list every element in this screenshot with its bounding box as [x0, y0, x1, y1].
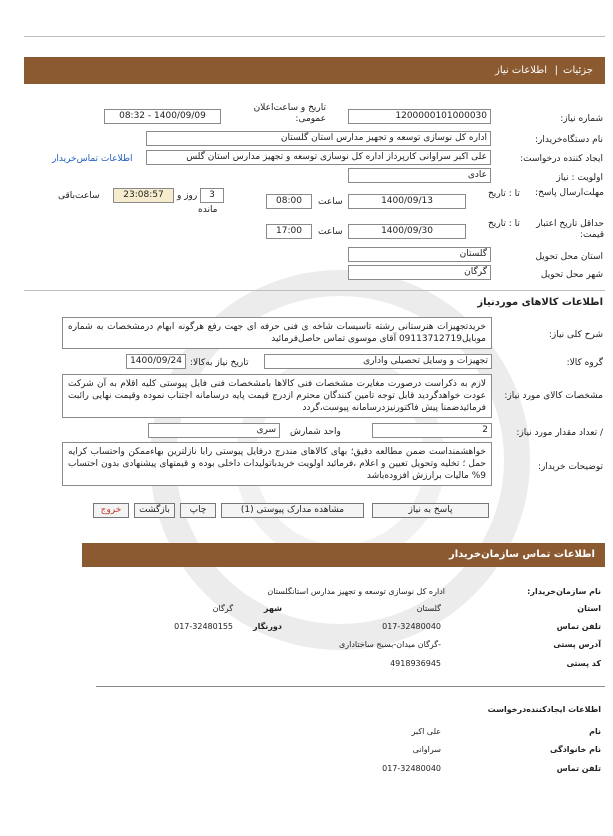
last-name-label: نام خانوادگی: [549, 745, 601, 754]
remaining-label: مانده: [198, 205, 218, 215]
creator-field: علی اکبر سراوانی کارپرداز اداره کل نوسازی توسعه و تجهیز مدارس استان گلس: [146, 150, 491, 165]
contact-divider: [96, 686, 605, 687]
address-label: آدرس پستی: [553, 640, 601, 649]
form-divider: [24, 290, 605, 291]
goods-spec-label: مشخصات کالای مورد نیاز:: [504, 391, 603, 401]
back-button[interactable]: بازگشت: [134, 503, 175, 518]
deadline-date-field: 1400/09/13: [348, 194, 466, 209]
priority-field: عادی: [348, 168, 491, 183]
creator-phone-value: 017-32480040: [382, 764, 441, 773]
city-value: گرگان: [212, 604, 233, 613]
deadline-label: مهلت‌ارسال پاسخ:: [535, 188, 604, 198]
postal-code-label: کد پستی: [566, 659, 601, 668]
need-summary-label: شرح کلی نیاز:: [548, 330, 603, 340]
validity-label: حداقل تاریخ اعتبار قیمت:: [536, 219, 604, 240]
buyer-notes-label: توضیحات خریدار:: [537, 462, 603, 472]
postal-code-value: 4918936945: [390, 659, 441, 668]
address-value: -گرگان میدان-بسیج ساختاداری: [339, 640, 441, 649]
fax-value: 017-32480155: [174, 622, 233, 631]
page-header: [24, 57, 605, 84]
need-number-field: 1200000101000030: [348, 109, 491, 124]
phone-value: 017-32480040: [382, 622, 441, 631]
priority-label: اولویت : نیاز: [556, 173, 603, 183]
creator-label: ایجاد کننده درخواست:: [520, 154, 603, 164]
remaining-time: 23:08:57: [113, 188, 174, 203]
first-name-value: علی اکبر: [411, 727, 441, 736]
announce-field: 1400/09/09 - 08:32: [104, 109, 221, 124]
province-value: گلستان: [416, 604, 441, 613]
last-name-value: سراوانی: [412, 745, 441, 754]
breadcrumb-details[interactable]: جزئیات: [563, 65, 593, 76]
need-date-label: تاریخ نیاز به‌کالا:: [190, 358, 249, 368]
exit-button[interactable]: خروج: [93, 503, 129, 518]
breadcrumb-need-info[interactable]: اطلاعات نیاز: [495, 65, 547, 76]
deadline-time-field: 08:00: [266, 194, 312, 209]
buyer-notes-field: خواهشمنداست ضمن مطالعه دقیق؛ بهای کالاهای مندرج درفایل پیوستی رابا نازلترین بهاءممکن واحتساب کرایه حمل ؛ تخلیه وتحویل تعیین و اعلام ،فرمائید اولویت خریدباتولیدات داخلی بوده و قیمتهای پیشنهادی بدون احتساب 9% مالیات برارزش افزوده‌باشد: [62, 442, 492, 486]
days-remaining-field: 3: [200, 188, 224, 203]
print-button[interactable]: چاپ: [180, 503, 216, 518]
unit-field: سری: [148, 423, 280, 438]
breadcrumb-separator: |: [554, 65, 558, 76]
creator-phone-label: تلفن تماس: [556, 764, 601, 773]
city-label: شهر: [263, 604, 282, 613]
remaining-label-prefix: ساعت‌باقی: [58, 191, 100, 201]
buyer-org-label: نام دستگاه‌خریدار:: [534, 135, 603, 145]
need-number-label: شماره نیاز:: [560, 114, 603, 124]
quantity-label: / تعداد مقدار مورد نیاز:: [516, 428, 603, 438]
need-summary-field: خریدتجهیزات هنرستانی رشته تاسیسات شاخه ی فنی حرفه ای جهت رفع هرگونه ابهام درمشخصات به شماره موبایل09113712719 آقای موسوی تماس حاصل‌فرمائید: [62, 317, 492, 349]
delivery-province-field: گلستان: [348, 247, 491, 262]
goods-section-title: اطلاعات کالاهای موردنیاز: [477, 297, 603, 308]
validity-time-field: 17:00: [266, 224, 312, 239]
view-attachments-button[interactable]: مشاهده مدارک پیوستی (1): [221, 503, 364, 518]
unit-label: واحد شمارش: [290, 427, 341, 437]
goods-group-label: گروه کالا:: [566, 358, 603, 368]
province-label: استان: [577, 604, 601, 613]
contact-band: [82, 543, 605, 567]
delivery-province-label: استان محل تحویل: [535, 252, 603, 262]
announce-label: تاریخ و ساعت‌اعلان عمومی:: [253, 103, 326, 124]
org-name-value: اداره کل نوسازی توسعه و تجهیز مدارس استانگلستان: [267, 587, 445, 596]
creator-info-title: اطلاعات ایجادکننده‌درخواست: [487, 705, 601, 714]
validity-until-label: تا : تاریخ: [488, 219, 520, 229]
day-and-label: روز و: [177, 191, 198, 201]
buyer-contact-link[interactable]: اطلاعات تماس‌خریدار: [52, 154, 133, 164]
validity-date-field: 1400/09/30: [348, 224, 466, 239]
reply-button[interactable]: پاسخ به نیاز: [372, 503, 489, 518]
deadline-time-label: ساعت: [318, 197, 343, 207]
validity-time-label: ساعت: [318, 227, 343, 237]
goods-group-field: تجهیزات و وسایل تحصیلی واداری: [264, 354, 492, 369]
first-name-label: نام: [589, 727, 601, 736]
need-date-field: 1400/09/24: [126, 354, 186, 369]
delivery-city-label: شهر محل تحویل: [540, 270, 603, 280]
contact-band-title: اطلاعات تماس سازمان‌خریدار: [448, 549, 595, 560]
buyer-org-field: اداره کل نوسازی توسعه و تجهیز مدارس استان گلستان: [146, 131, 491, 146]
delivery-city-field: گرگان: [348, 265, 491, 280]
fax-label: دورنگار: [253, 622, 282, 631]
phone-label: تلفن تماس: [556, 622, 601, 631]
top-divider: [24, 36, 605, 37]
quantity-field: 2: [372, 423, 492, 438]
goods-spec-field: لازم به ذکراست درصورت مغایرت مشخصات فنی کالاها بامشخصات فنی فایل پیوستی کلیه اقلام به آن شرکت عودت خواهدگردید قابل توجه تامین کنندگان محترم ازدرج قیمت پایه درسامانه اجتناب نموده وقیمت نهایی رائبت فرمائیدضمنا پیش فاکتورنیزدرسامانه پیوست،گردد: [62, 374, 492, 418]
deadline-until-label: تا : تاریخ: [488, 189, 520, 199]
org-name-label: نام سازمان‌خریدار:: [527, 587, 601, 596]
